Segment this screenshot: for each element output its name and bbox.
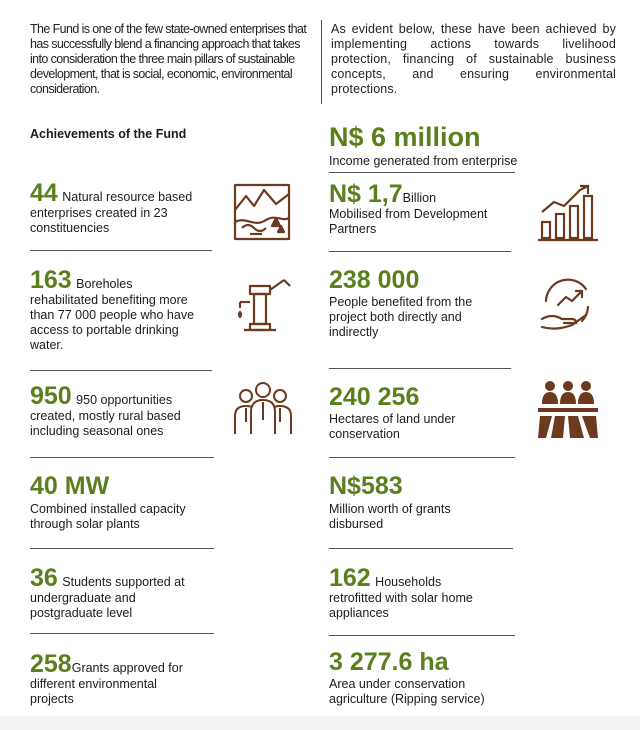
stat-description: People benefited from the project both directly and indirectly [329, 295, 473, 339]
divider-rule [30, 548, 214, 549]
stat-number: 36 [30, 564, 58, 592]
stat-number: N$ 6 million [329, 122, 481, 152]
stat-number: 163 [30, 266, 72, 294]
stat-solar-capacity [30, 474, 230, 532]
stat-number: N$ 1,7 [329, 180, 403, 208]
stat-number: 240 256 [329, 383, 420, 411]
stat-inline-text: Grants approved for [71, 661, 183, 675]
stat-description: created, mostly rural based including seasonal ones [30, 409, 181, 438]
divider-rule [329, 172, 515, 173]
stat-grants-disbursed [329, 474, 529, 532]
divider-rule [329, 251, 511, 252]
stat-inline-text: Boreholes [76, 277, 133, 291]
divider-rule [329, 368, 511, 369]
stat-number: 3 277.6 ha [329, 648, 449, 676]
stat-hectares [329, 385, 529, 442]
stat-number: 258 [30, 650, 72, 678]
stat-number: 162 [329, 564, 371, 592]
stat-description: Income generated from enterprise [329, 154, 518, 168]
people-group-icon [232, 380, 294, 436]
stat-inline-text: Billion [402, 191, 437, 205]
intro-divider [321, 20, 322, 104]
stat-inline-text: Students supported at [62, 575, 185, 589]
stat-enterprises [30, 181, 230, 236]
stat-description: enterprises created in 23 constituencies [30, 206, 168, 235]
hand-support-icon [538, 275, 596, 333]
stat-description: Million worth of grants disbursed [329, 502, 451, 531]
divider-rule [329, 548, 513, 549]
stat-number: 40 MW [30, 472, 110, 500]
stat-opportunities [30, 384, 230, 439]
intro-right-paragraph: As evident below, these have been achieved by implementing actions towards livelihood protection, financing of sustainable business concepts, and ensuring environmental protections. [331, 22, 616, 96]
bottom-band [0, 716, 640, 730]
divider-rule [30, 633, 214, 634]
divider-rule [329, 457, 515, 458]
stat-number: N$583 [329, 472, 403, 500]
stat-conservation-agriculture [329, 650, 529, 707]
divider-rule [329, 635, 515, 636]
section-heading: Achievements of the Fund [30, 127, 187, 141]
stat-students [30, 566, 230, 621]
intro-left-paragraph: The Fund is one of the few state-owned enterprises that has successfully blend a financing approach that takes into consideration the three main pillars of sustainable development, that is social, economic, environmental consideration. [30, 22, 307, 96]
stat-inline-text: Natural resource based [62, 190, 193, 204]
divider-rule [30, 250, 212, 251]
stat-number: 44 [30, 179, 58, 207]
stat-mobilised [329, 182, 529, 237]
stat-description: retrofitted with solar home appliances [329, 591, 473, 620]
stat-inline-text: Households [375, 575, 442, 589]
landscape-icon [232, 182, 292, 242]
stat-description: different environmental projects [30, 677, 157, 706]
stat-number: 238 000 [329, 266, 420, 294]
farmers-field-icon [538, 378, 598, 440]
stat-households [329, 566, 529, 621]
stat-description: rehabilitated benefiting more than 77 000 people who have access to portable drinking water. [30, 293, 195, 352]
growth-chart-icon [538, 182, 598, 242]
stat-description: Combined installed capacity through solar plants [30, 502, 186, 531]
stat-description: undergraduate and postgraduate level [30, 591, 136, 620]
stat-income [329, 124, 589, 169]
stat-number: 950 [30, 382, 72, 410]
stat-grants-approved [30, 652, 230, 707]
stat-description: Mobilised from Development Partners [329, 207, 488, 236]
stat-description: Area under conservation agriculture (Ripping service) [329, 677, 485, 706]
stat-beneficiaries [329, 268, 529, 340]
water-pump-icon [236, 278, 292, 334]
stat-inline-text: 950 opportunities [76, 393, 173, 407]
stat-boreholes [30, 268, 230, 353]
divider-rule [30, 457, 214, 458]
stat-description: Hectares of land under conservation [329, 412, 456, 441]
divider-rule [30, 370, 212, 371]
